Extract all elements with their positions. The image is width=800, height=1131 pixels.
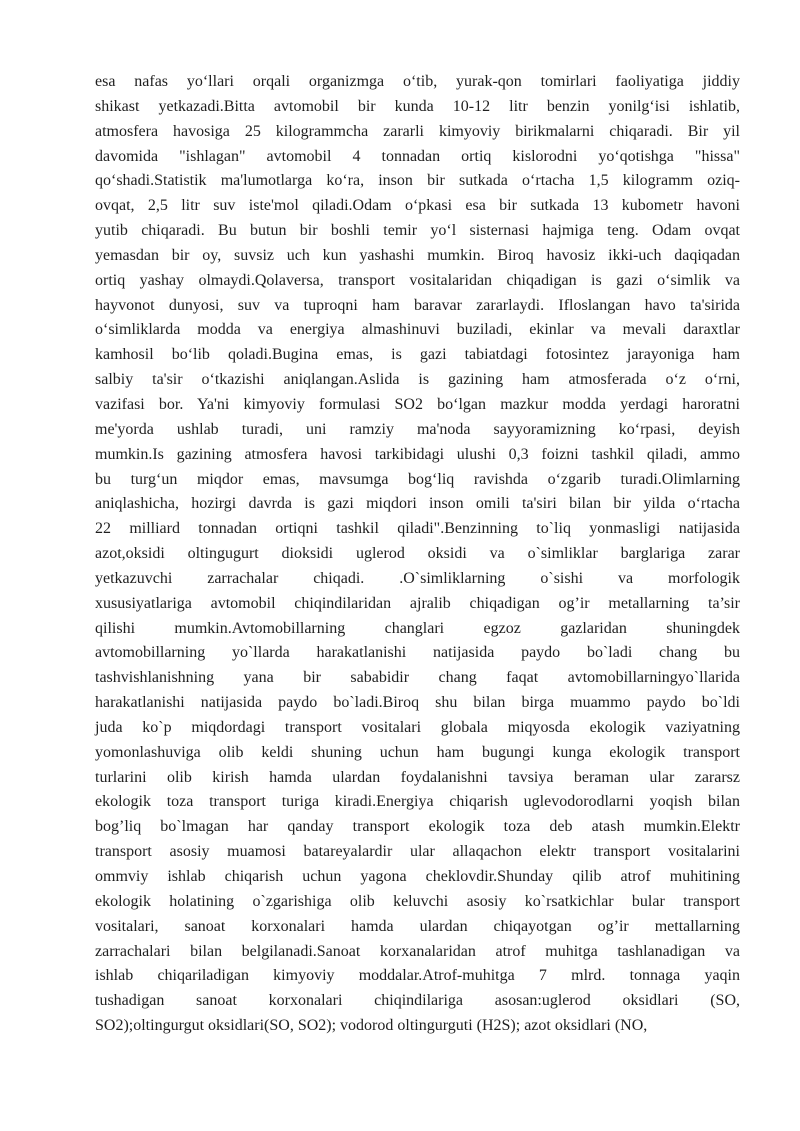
text-line: ommviy ishlab chiqarish uchun yagona cheklovdir.Shunday qilib atrof muhitining (95, 868, 740, 885)
text-line: ekologik toza transport turiga kiradi.Energiya chiqarish uglevodorodlarni yoqish bilan (95, 793, 740, 811)
text-line: ovqat, 2,5 litr suv iste'mol qiladi.Odam o‘pkasi esa bir sutkada 13 kubometr havoni (95, 197, 740, 215)
text-line: harakatlanishi natijasida paydo bo`ladi.Biroq shu bilan birga muammo paydo bo`ldi (95, 694, 740, 712)
text-line: salbiy ta'sir o‘tkazishi aniqlangan.Aslida is gazining ham atmosferada o‘z o‘rni, (95, 371, 740, 389)
text-line: juda ko`p miqdordagi transport vositalari globala miqyosda ekologik vaziyatning (95, 718, 740, 736)
text-line: azot,oksidi oltingugurt dioksidi uglerod oksidi va o`simliklar barglariga zarar (95, 545, 740, 563)
text-line: hayvonot dunyosi, suv va tuproqni ham baravar zararlaydi. Ifloslangan havo ta'sirida (95, 296, 740, 314)
text-line: qilishi mumkin.Avtomobillarning changlari egzoz gazlaridan shuningdek (95, 619, 740, 637)
text-line: yomonlashuviga olib keldi shuning uchun ham bugungi kunga ekologik transport (95, 743, 740, 761)
text-line: o‘simliklarda modda va energiya almashinuvi buziladi, ekinlar va mevali daraxtlar (95, 321, 740, 339)
text-line: aniqlashicha, hozirgi davrda is gazi miqdori inson omili ta'siri bilan bir yilda o‘rtacha (95, 495, 740, 513)
text-line: tashvishlanishning yana bir sababidir chang faqat avtomobillarningyo`llarida (95, 669, 740, 687)
text-line: atmosfera havosiga 25 kilogrammcha zararli kimyoviy birikmalarni chiqaradi. Bir yil (95, 122, 740, 140)
text-line: bu turg‘un miqdor emas, mavsumga bog‘liq ravishda o‘zgarib turadi.Olimlarning (95, 470, 740, 488)
text-line: ortiq yashay olmaydi.Qolaversa, transport vositalaridan chiqadigan is gazi o‘simlik va (95, 271, 740, 289)
text-line: esa nafas yo‘llari orqali organizmga o‘tib, yurak-qon tomirlari faoliyatiga jiddiy (95, 73, 740, 90)
body-text (95, 70, 740, 1039)
text-line: yutib chiqaradi. Bu butun bir boshli temir yo‘l sisternasi hajmiga teng. Odam ovqat (95, 222, 740, 240)
text-line: avtomobillarning yo`llarda harakatlanishi natijasida paydo bo`ladi chang bu (95, 644, 740, 662)
text-line: shikast yetkazadi.Bitta avtomobil bir kunda 10-12 litr benzin yonilg‘isi ishlatib, (95, 97, 740, 115)
text-line: yemasdan bir oy, suvsiz uch kun yashashi mumkin. Biroq havosiz ikki-uch daqiqadan (95, 246, 740, 264)
text-line: zarrachalari bilan belgilanadi.Sanoat korxanalaridan atrof muhitga tashlanadigan va (95, 942, 740, 960)
text-line: yetkazuvchi zarrachalar chiqadi. .O`simliklarning o`sishi va morfologik (95, 569, 740, 587)
text-line: turlarini olib kirish hamda ulardan foydalanishni tavsiya beraman ular zararsz (95, 768, 740, 786)
text-line: vositalari, sanoat korxonalari hamda ulardan chiqayotgan og’ir mettallarning (95, 917, 740, 935)
text-line: transport asosiy muamosi batareyalardir ular allaqachon elektr transport vositalarini (95, 843, 740, 861)
text-line: SO2);oltingurgut oksidlari(SO, SO2); vodorod oltingurguti (H2S); azot oksidlari (NO, (95, 1017, 648, 1035)
text-line: ekologik holatining o`zgarishiga olib keluvchi asosiy ko`rsatkichlar bular transport (95, 892, 740, 910)
text-line: qo‘shadi.Statistik ma'lumotlarga ko‘ra, inson bir sutkada o‘rtacha 1,5 kilogramm oziq- (95, 172, 740, 190)
text-line: mumkin.Is gazining atmosfera havosi tarkibidagi ulushi 0,3 foizni tashkil qiladi, ammo (95, 445, 740, 463)
text-line: bog’liq bo`lmagan har qanday transport ekologik toza deb atash mumkin.Elektr (95, 818, 740, 836)
text-line: davomida "ishlagan" avtomobil 4 tonnadan ortiq kislorodni yo‘qotishga "hissa" (95, 147, 740, 165)
text-line: me'yorda ushlab turadi, uni ramziy ma'noda sayyoramizning ko‘rpasi, deyish (95, 420, 740, 438)
text-line: kamhosil bo‘lib qoladi.Bugina emas, is gazi tabiatdagi fotosintez jarayoniga ham (95, 346, 740, 364)
text-line: tushadigan sanoat korxonalari chiqindilariga asosan:uglerod oksidlari (SO, (95, 992, 740, 1010)
text-line: 22 milliard tonnadan ortiqni tashkil qiladi".Benzinning to`liq yonmasligi natijasida (95, 520, 740, 538)
text-line: ishlab chiqariladigan kimyoviy moddalar.Atrof-muhitga 7 mlrd. tonnaga yaqin (95, 967, 740, 985)
text-line: vazifasi bor. Ya'ni kimyoviy formulasi SO2 bo‘lgan mazkur modda yerdagi haroratni (95, 395, 740, 413)
text-line: xususiyatlariga avtomobil chiqindilaridan ajralib chiqadigan og’ir metallarning ta’sir (95, 594, 740, 612)
